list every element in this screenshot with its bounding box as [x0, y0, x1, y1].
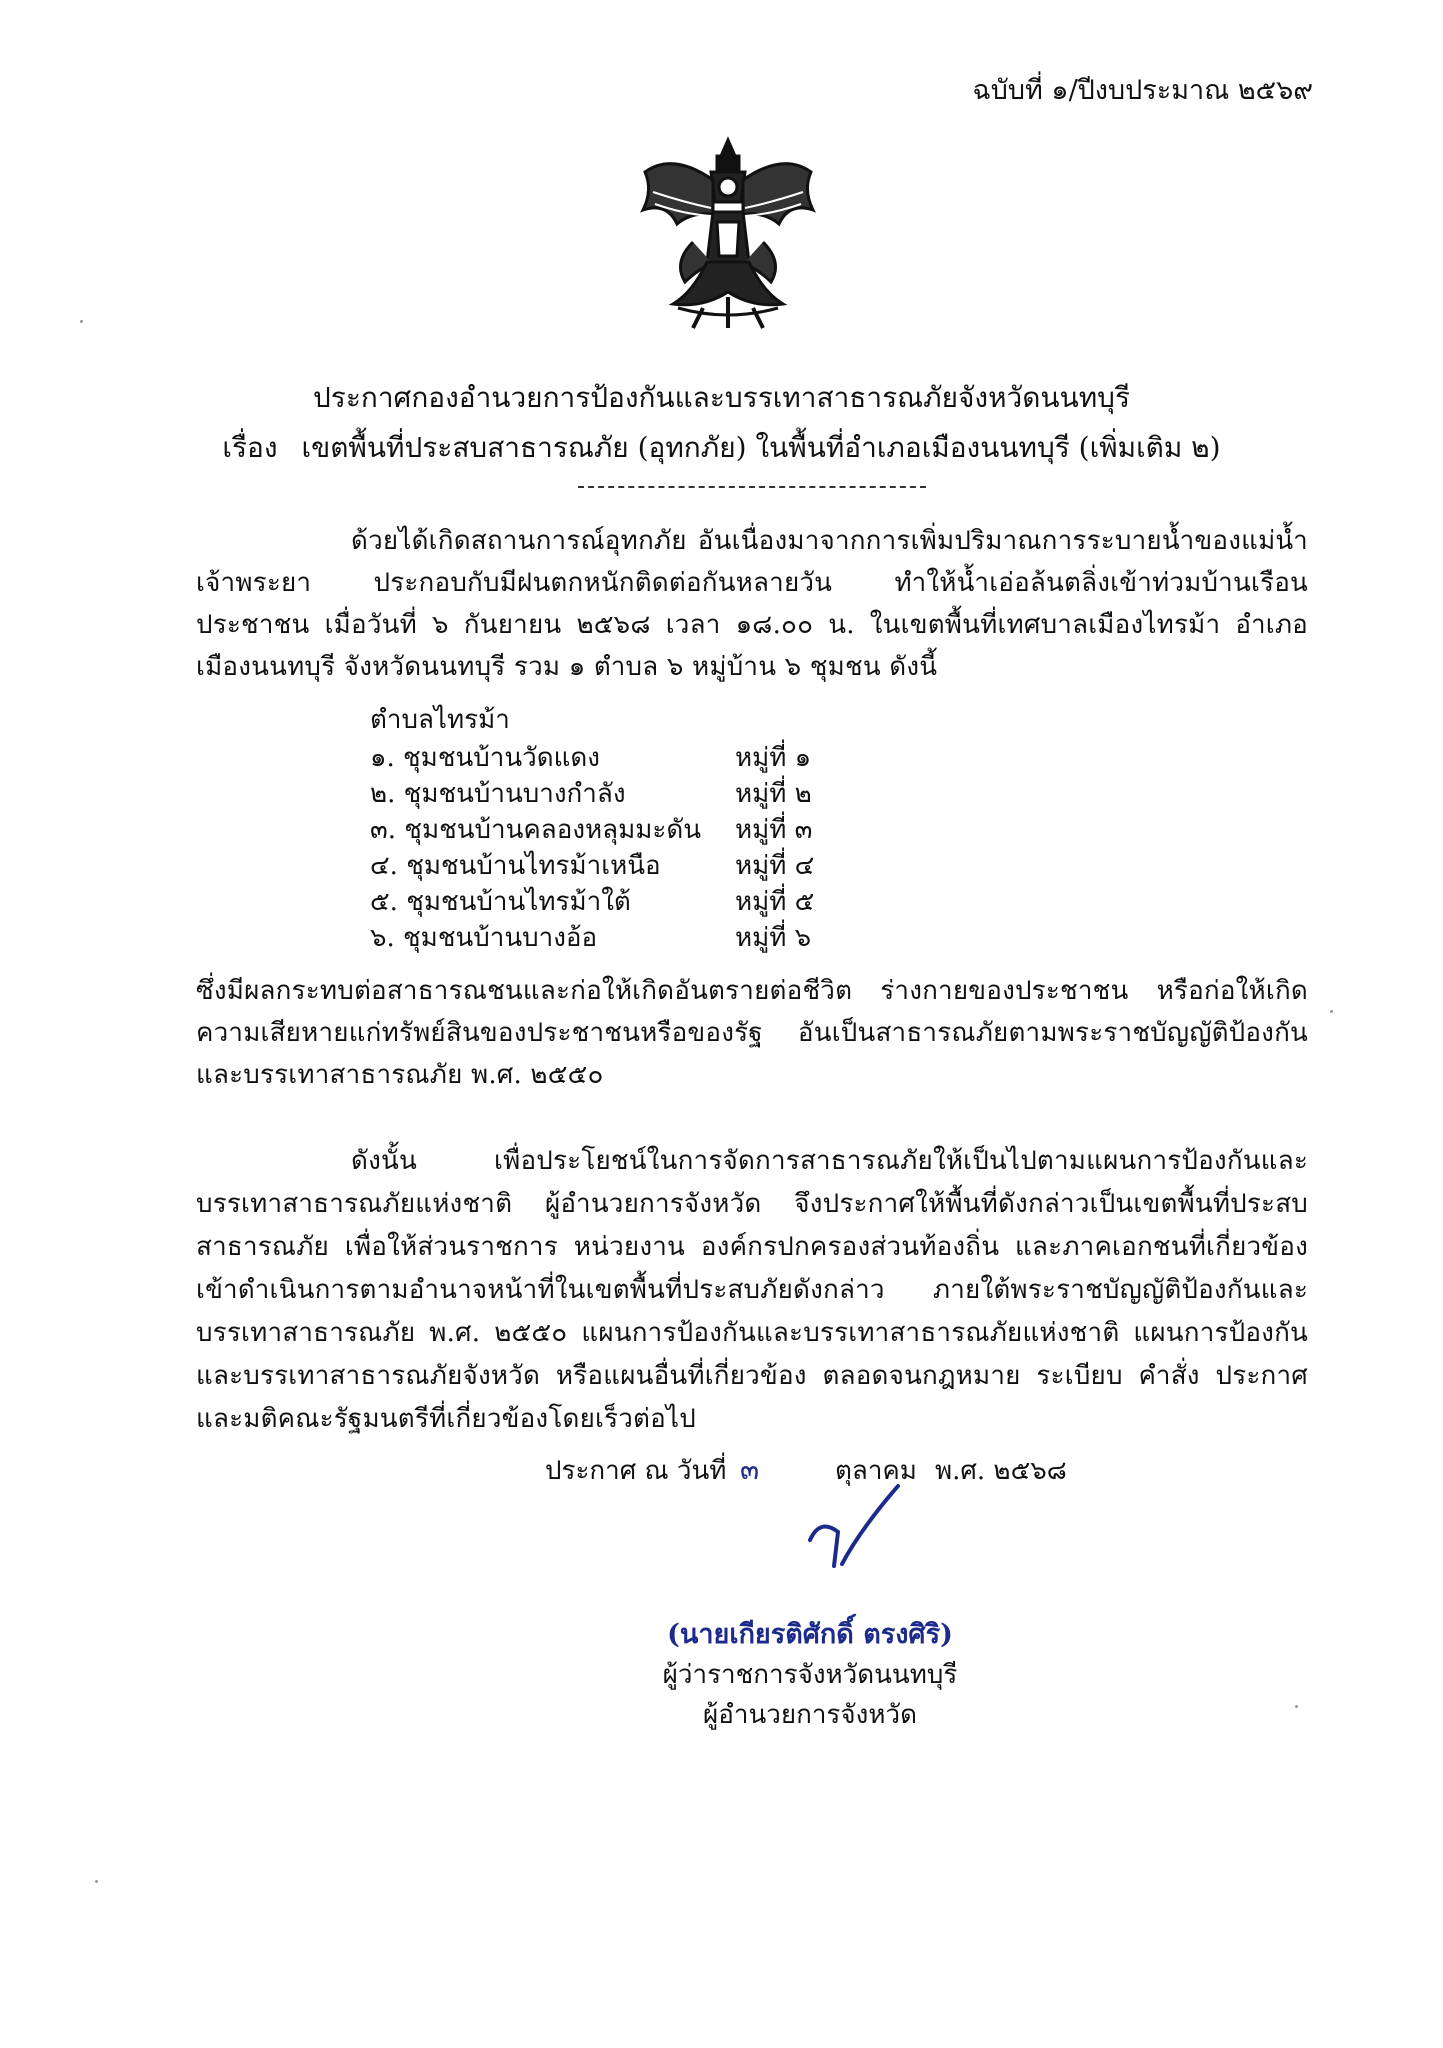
announcement-title: ประกาศกองอำนวยการป้องกันและบรรเทาสาธารณภัยจังหวัดนนทบุรี [313, 381, 1130, 414]
signer-position-director: ผู้อำนวยการจังหวัด [703, 1700, 917, 1730]
garuda-emblem-icon [633, 132, 823, 332]
list-item [370, 884, 870, 920]
subdistrict-label: ตำบลไทรม้า [370, 705, 510, 735]
date-day: ๓ [740, 1453, 760, 1486]
village-moo: หมู่ที่ ๒ [735, 779, 812, 809]
village-list [370, 740, 870, 956]
village-moo: หมู่ที่ ๖ [735, 923, 812, 953]
village-moo: หมู่ที่ ๔ [735, 851, 815, 881]
scan-speck [95, 1880, 98, 1883]
subject-row [0, 425, 1443, 471]
signature-block [580, 1615, 1040, 1735]
list-item [370, 848, 870, 884]
announcement-heading [0, 375, 1443, 471]
list-item [370, 812, 870, 848]
signer-position-governor: ผู้ว่าราชการจังหวัดนนทบุรี [662, 1660, 958, 1690]
subject-text: เขตพื้นที่ประสบสาธารณภัย (อุทกภัย) ในพื้นที่อำเภอเมืองนนทบุรี (เพิ่มเติม ๒) [301, 431, 1221, 464]
village-name: ๕. ชุมชนบ้านไทรม้าใต้ [370, 887, 631, 917]
village-name: ๓. ชุมชนบ้านคลองหลุมมะดัน [370, 815, 701, 845]
paragraph-1 [196, 520, 1308, 688]
signer-name: (นายเกียรติศักดิ์ ตรงศิริ) [667, 1619, 953, 1650]
date-year: พ.ศ. ๒๕๖๘ [935, 1456, 1067, 1486]
scan-speck [1330, 1010, 1333, 1013]
list-item [370, 740, 870, 776]
issue-number: ฉบับที่ ๑/ปีงบประมาณ ๒๕๖๙ [972, 75, 1313, 106]
village-name: ๑. ชุมชนบ้านวัดแดง [370, 743, 600, 773]
scan-speck [1295, 1705, 1298, 1708]
signature-mark-icon [790, 1480, 910, 1570]
list-item [370, 776, 870, 812]
village-name: ๖. ชุมชนบ้านบางอ้อ [370, 923, 598, 953]
village-name: ๔. ชุมชนบ้านไทรม้าเหนือ [370, 851, 661, 881]
date-label: ประกาศ ณ วันที่ [545, 1456, 727, 1486]
date-month: ตุลาคม [835, 1456, 917, 1486]
paragraph-2: ซึ่งมีผลกระทบต่อสาธารณชนและก่อให้เกิดอันตรายต่อชีวิต ร่างกายของประชาชน หรือก่อให้เกิดความเสียหายแก่ทรัพย์สินของประชาชนหรือของรัฐ อันเป็นสาธารณภัยตามพระราชบัญญัติป้องกันและบรรเทาสาธารณภัย พ.ศ. ๒๕๕๐ [196, 976, 1308, 1090]
list-item [370, 920, 870, 956]
paragraph-1-text: ด้วยได้เกิดสถานการณ์อุทกภัย อันเนื่องมาจากการเพิ่มปริมาณการระบายน้ำของแม่น้ำเจ้าพระยา ประกอบกับมีฝนตกหนักติดต่อกันหลายวัน ทำให้น้ำเอ่อล้นตลิ่งเข้าท่วมบ้านเรือนประชาชน เมื่อวันที่ ๖ กันยายน ๒๕๖๘ เวลา ๑๘.๐๐ น. ในเขตพื้นที่เทศบาลเมืองไทรม้า อำเภอเมืองนนทบุรี จังหวัดนนทบุรี รวม ๑ ตำบล ๖ หมู่บ้าน ๖ ชุมชน ดังนี้ [196, 526, 1308, 682]
heading-divider [578, 486, 926, 488]
paragraph-3-text: ดังนั้น เพื่อประโยชน์ในการจัดการสาธารณภัยให้เป็นไปตามแผนการป้องกันและบรรเทาสาธารณภัยแห่งชาติ ผู้อำนวยการจังหวัด จึงประกาศให้พื้นที่ดังกล่าวเป็นเขตพื้นที่ประสบสาธารณภัย เพื่อให้ส่วนราชการ หน่วยงาน องค์กรปกครองส่วนท้องถิ่น และภาคเอกชนที่เกี่ยวข้องเข้าดำเนินการตามอำนาจหน้าที่ในเขตพื้นที่ประสบภัยดังกล่าว ภายใต้พระราชบัญญัติป้องกันและบรรเทาสาธารณภัย พ.ศ. ๒๕๕๐ แผนการป้องกันและบรรเทาสาธารณภัยแห่งชาติ แผนการป้องกันและบรรเทาสาธารณภัยจังหวัด หรือแผนอื่นที่เกี่ยวข้อง ตลอดจนกฎหมาย ระเบียบ คำสั่ง ประกาศ และมติคณะรัฐมนตรีที่เกี่ยวข้องโดยเร็วต่อไป [196, 1146, 1308, 1434]
village-moo: หมู่ที่ ๑ [735, 743, 812, 773]
village-moo: หมู่ที่ ๓ [735, 815, 813, 845]
village-moo: หมู่ที่ ๕ [735, 887, 815, 917]
subject-label: เรื่อง [222, 431, 278, 464]
village-name: ๒. ชุมชนบ้านบางกำลัง [370, 779, 626, 809]
scan-speck [80, 320, 83, 323]
paragraph-3 [196, 1140, 1308, 1441]
